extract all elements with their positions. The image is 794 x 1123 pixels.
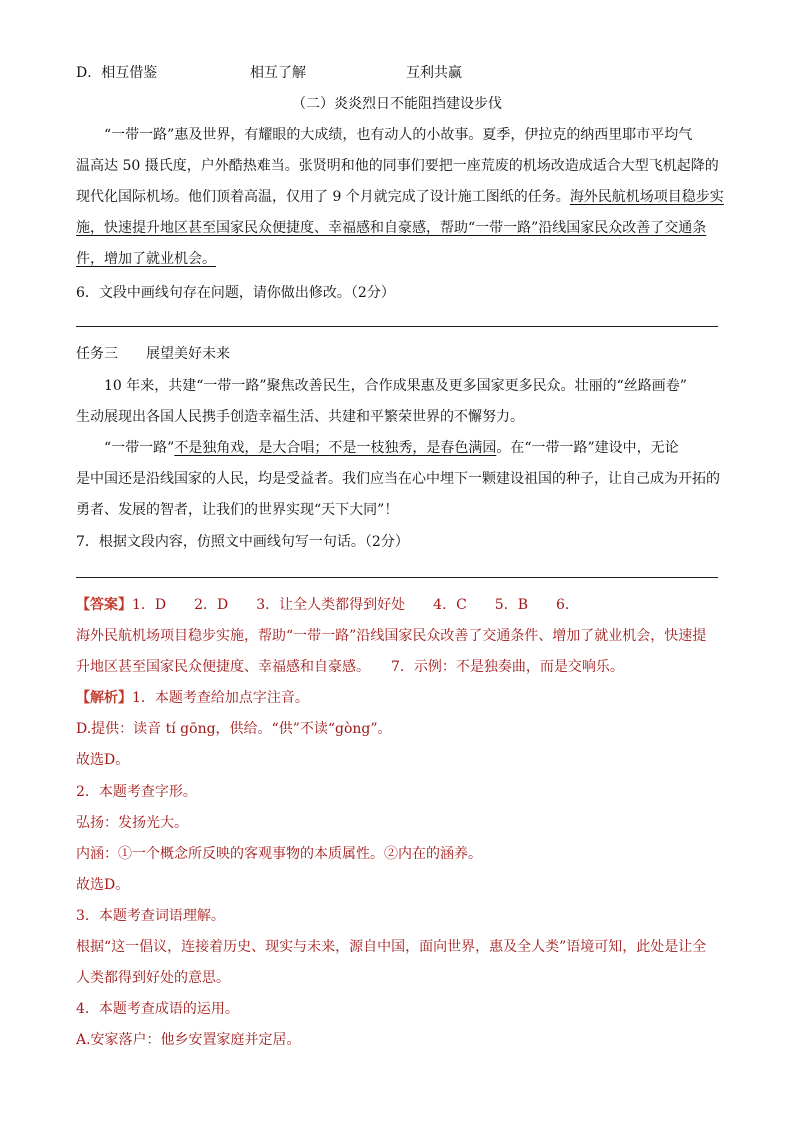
paragraph-line [76, 187, 724, 207]
analysis-line: A.安家落户：他乡安置家庭并定居。 [76, 1032, 301, 1048]
analysis-line: 根据“这一倡议，连接着历史、现实与未来，源自中国，面向世界，惠及全人类”语境可知，此处是让全 [76, 939, 707, 955]
underlined-sentence: 不是独角戏，是大合唱；不是一枝独秀，是春色满园 [174, 440, 497, 456]
answer-line-text: 海外民航机场项目稳步实施，帮助“一带一路”沿线国家民众改善了交通条件、增加了就业机会，快速提 [76, 628, 707, 644]
analysis-line: 2．本题考查字形。 [76, 784, 197, 800]
paragraph-line: 勇者、发展的智者，让我们的世界实现“天下大同”！ [76, 502, 399, 518]
task3-title [76, 344, 230, 364]
question-7: 7．根据文段内容，仿照文中画线句写一句话。（2分） [76, 534, 409, 550]
analysis-line: 故选D。 [76, 752, 130, 768]
analysis-line: 弘扬：发扬光大。 [76, 815, 188, 831]
answer-tag: 【答案】 [76, 597, 132, 613]
paragraph-line [104, 438, 679, 458]
analysis-text: 1．本题考查给加点字注音。 [132, 690, 309, 706]
analysis-line: 3．本题考查词语理解。 [76, 908, 225, 924]
underlined-sentence: 海外民航机场项目稳步实 [569, 189, 724, 205]
analysis-line: 4．本题考查成语的运用。 [76, 1001, 239, 1017]
task3-name: 展望美好未来 [146, 346, 230, 362]
paragraph-text: “一带一路” [104, 440, 175, 456]
analysis-line: D.提供：读音 tí gōng，供给。“供”不读“gòng”。 [76, 721, 392, 737]
option-d-c: 互利共赢 [406, 65, 462, 81]
answer-text: 1．D 2．D 3．让全人类都得到好处 4．C 5．B 6． [132, 597, 579, 613]
analysis-line: 故选D。 [76, 877, 130, 893]
section-subtitle: （二）炎炎烈日不能阻挡建设步伐 [292, 96, 502, 112]
analysis-tag: 【解析】 [76, 690, 132, 706]
answer-row [76, 595, 579, 615]
paragraph-line: 10 年来，共建“一带一路”聚焦改善民生，合作成果惠及更多国家更多民众。壮丽的“丝路画卷” [104, 378, 687, 394]
paragraph-text: 。在“一带一路”建设中，无论 [496, 440, 679, 456]
paragraph-line: 温高达 50 摄氏度，户外酷热难当。张贤明和他的同事们要把一座荒废的机场改造成适合大型飞机起降的 [76, 158, 719, 174]
paragraph-text: 现代化国际机场。他们顶着高温，仅用了 9 个月就完成了设计施工图纸的任务。 [76, 189, 570, 205]
analysis-row [76, 688, 309, 708]
paragraph-line: 生动展现出各国人民携手创造幸福生活、共建和平繁荣世界的不懈努力。 [76, 409, 524, 425]
option-d-b: 相互了解 [250, 65, 306, 81]
task3-label: 任务三 [76, 346, 118, 362]
analysis-line: 人类都得到好处的意思。 [76, 970, 230, 986]
paragraph-line: “一带一路”惠及世界，有耀眼的大成绩，也有动人的小故事。夏季，伊拉克的纳西里耶市平均气 [104, 127, 693, 143]
answer-line [76, 577, 718, 578]
answer-line-text: 升地区甚至国家民众便捷度、幸福感和自豪感。 7．示例：不是独奏曲，而是交响乐。 [76, 659, 624, 675]
paragraph-line: 是中国还是沿线国家的人民，均是受益者。我们应当在心中埋下一颗建设祖国的种子，让自己成为开拓的 [76, 471, 720, 487]
underlined-sentence: 施，快速提升地区甚至国家民众便捷度、幸福感和自豪感，帮助“一带一路”沿线国家民众改善了交通条 [76, 220, 707, 236]
analysis-line: 内涵：①一个概念所反映的客观事物的本质属性。②内在的涵养。 [76, 846, 482, 862]
underlined-sentence: 件，增加了就业机会。 [76, 251, 216, 267]
option-d-a: D．相互借鉴 [76, 65, 158, 81]
answer-line [76, 326, 718, 327]
question-6: 6．文段中画线句存在问题，请你做出修改。（2分） [76, 285, 395, 301]
option-d-row [76, 63, 462, 83]
